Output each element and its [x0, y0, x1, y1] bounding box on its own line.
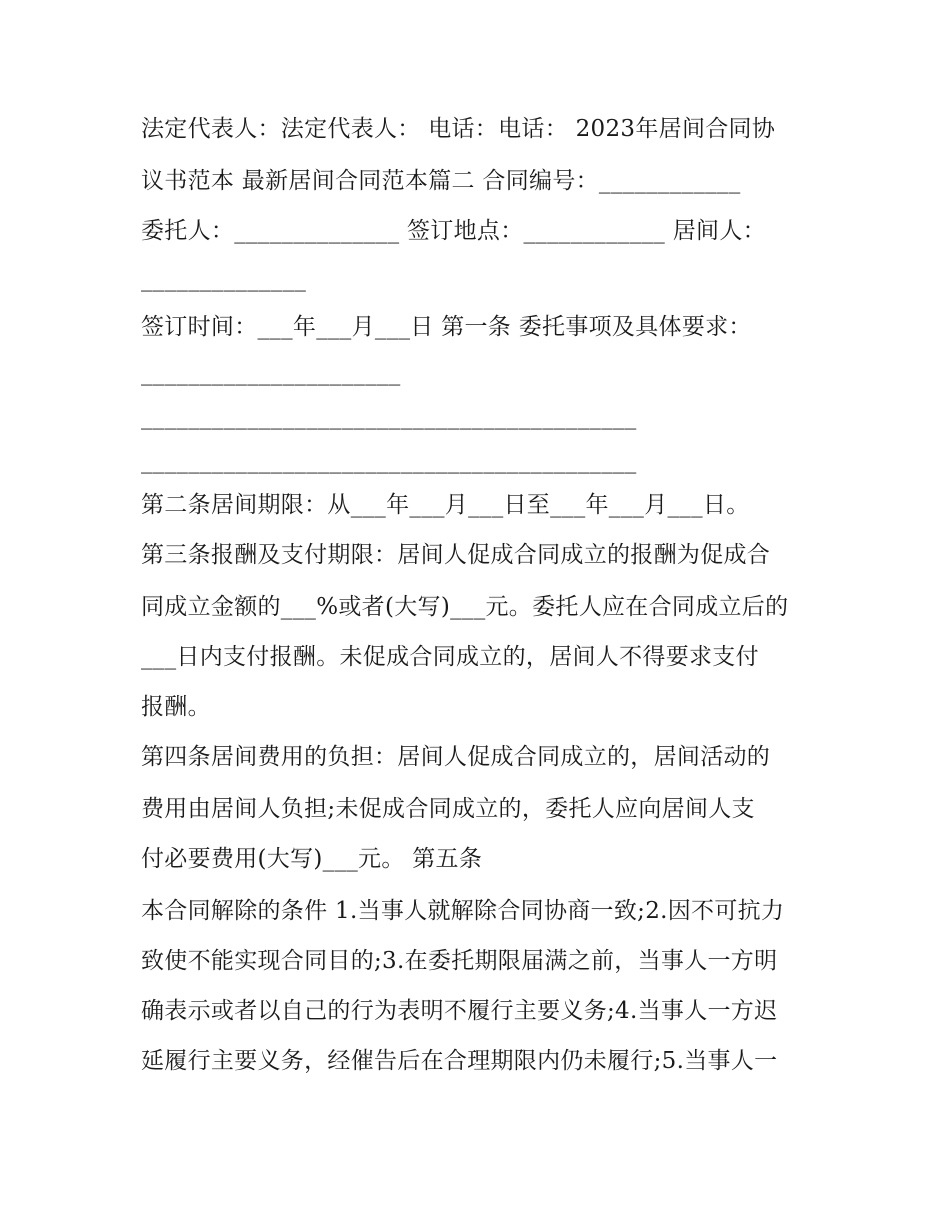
text-line: ______________________: [141, 360, 401, 386]
text-line: 致使不能实现合同目的;3.在委托期限届满之前，当事人一方明: [141, 948, 778, 974]
text-line: 延履行主要义务，经催告后在合理期限内仍未履行;5.当事人一: [141, 1048, 778, 1074]
text-line: 报酬。: [141, 694, 211, 720]
text-line: __________________________________________: [141, 448, 637, 474]
text-line: 委托人：______________ 签订地点：____________ 居间人：: [141, 218, 766, 244]
text-line: 付必要费用(大写)___元。 第五条: [141, 846, 483, 872]
text-line: ___日内支付报酬。未促成合同成立的，居间人不得要求支付: [141, 644, 759, 670]
text-line: 第二条居间期限：从___年___月___日至___年___月___日。: [141, 492, 750, 518]
text-line: 本合同解除的条件 1.当事人就解除合同协商一致;2.因不可抗力: [141, 898, 785, 924]
text-line: __________________________________________: [141, 404, 637, 430]
text-line: 议书范本 最新居间合同范本篇二 合同编号：____________: [141, 168, 741, 194]
text-line: 费用由居间人负担;未促成合同成立的，委托人应向居间人支: [141, 796, 755, 822]
text-line: ______________: [141, 266, 307, 292]
text-line: 同成立金额的___%或者(大写)___元。委托人应在合同成立后的: [141, 594, 789, 620]
text-line: 法定代表人：法定代表人： 电话：电话： 2023年居间合同协: [141, 116, 776, 142]
text-line: 签订时间：___年___月___日 第一条 委托事项及具体要求：: [141, 314, 752, 340]
text-line: 第三条报酬及支付期限：居间人促成合同成立的报酬为促成合: [141, 542, 771, 568]
text-line: 确表示或者以自己的行为表明不履行主要义务;4.当事人一方迟: [141, 998, 778, 1024]
text-line: 第四条居间费用的负担：居间人促成合同成立的，居间活动的: [141, 744, 771, 770]
